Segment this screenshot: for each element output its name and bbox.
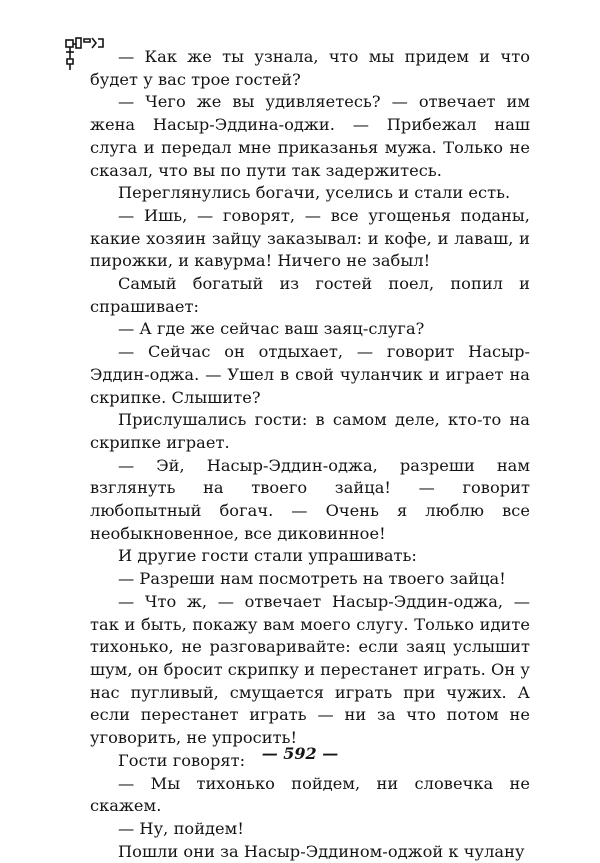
paragraph-9: — Эй, Насыр-Эддин-оджа, разреши нам взглянуть на твоего зайца! — говорит любопытный богач. — Очень я люблю все необыкновенное, все диковинное!	[90, 455, 530, 543]
paragraph-10: И другие гости стали упрашивать:	[118, 546, 417, 566]
paragraph-1: — Как же ты узнала, что мы придем и что будет у вас трое гостей?	[90, 47, 530, 89]
paragraph-16: Пошли они за Насыр-Эддином-оджой к чулану	[118, 841, 525, 861]
paragraph-5: Самый богатый из гостей поел, попил и спрашивает:	[90, 274, 530, 316]
paragraph-11: — Разреши нам посмотреть на твоего зайца!	[118, 569, 506, 589]
paragraph-13: Гости говорят:	[118, 750, 246, 770]
paragraph-3: Переглянулись богачи, уселись и стали есть.	[118, 183, 511, 203]
body-text	[90, 46, 530, 863]
paragraph-12: — Что ж, — отвечает Насыр-Эддин-оджа, — так и быть, покажу вам моего слугу. Только идите тихонько, не разговаривайте: если заяц услышит шум, он бросит скрипку и перестанет играть. Он у нас пугливый, смущается играть при чужих. А если перестанет играть — ни за что потом не уговорить, не упросить!	[90, 591, 530, 748]
paragraph-14: — Мы тихонько пойдем, ни словечка не скажем.	[90, 773, 530, 816]
paragraph-4: — Ишь, — говорят, — все угощенья поданы, какие хозяин зайцу заказывал: и кофе, и лаваш, и пирожки, и кавурма! Ничего не забыл!	[90, 205, 530, 271]
paragraph-8: Прислушались гости: в самом деле, кто-то на скрипке играет.	[90, 410, 530, 452]
paragraph-7: — Сейчас он отдыхает, — говорит Насыр-Эддин-оджа. — Ушел в свой чуланчик и играет на скрипке. Слышите?	[90, 342, 530, 407]
paragraph-15: — Ну, пойдем!	[118, 818, 244, 838]
paragraph-2: — Чего же вы удивляетесь? — отвечает им жена Насыр-Эддина-оджи. — Прибежал наш слуга и передал мне приказанья мужа. Только не сказал, что вы по пути так задержитесь.	[90, 92, 530, 180]
page-number: — 592 —	[261, 744, 339, 763]
paragraph-6: — А где же сейчас ваш заяц-слуга?	[118, 319, 425, 339]
